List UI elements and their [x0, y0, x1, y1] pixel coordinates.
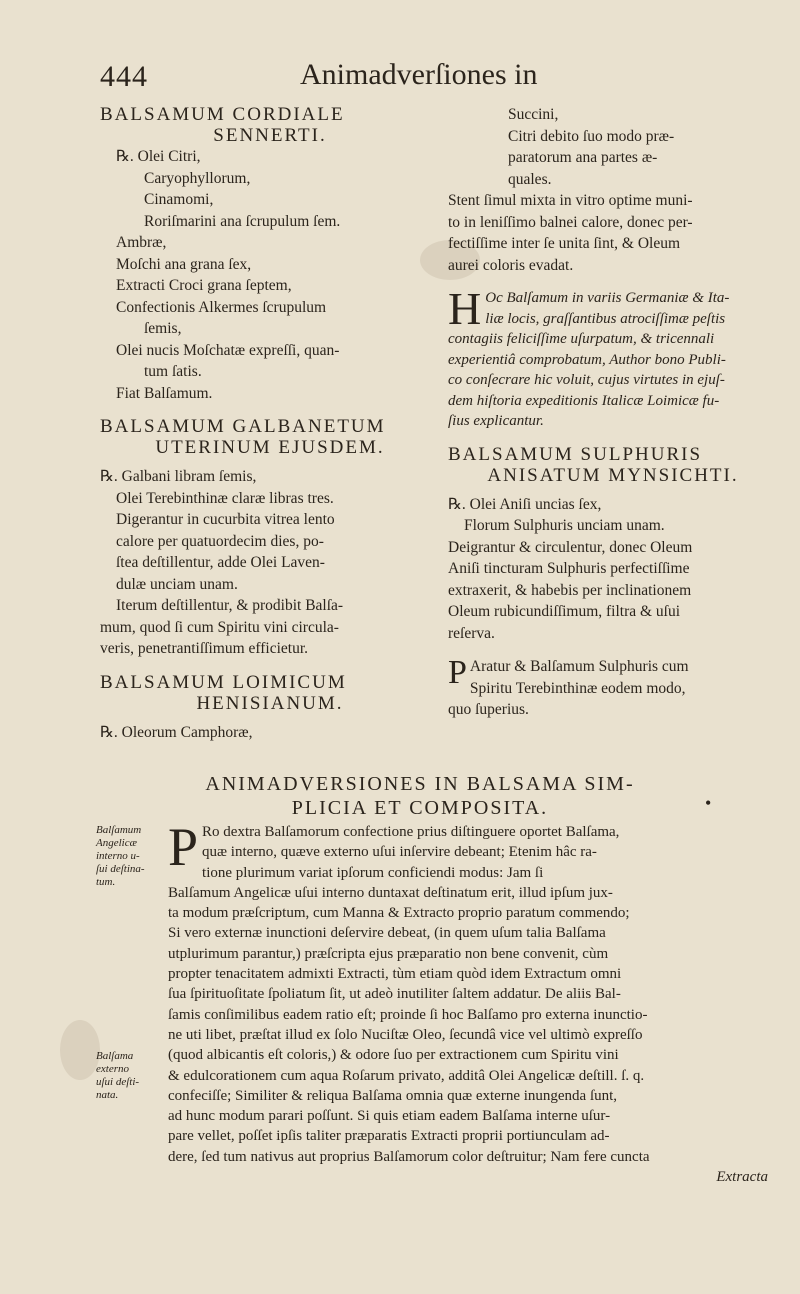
paper-stain: [60, 1020, 100, 1080]
heading-mynsichti: ANISATUM MYNSICHTI.: [487, 464, 739, 486]
recipe-line: dulæ unciam unam.: [116, 575, 238, 593]
note-paragraph: [448, 283, 778, 432]
body-line: ſua ſpirituoſitate ſpoliatum ſit, ut adeò inutiliter ſaltem addatur. De aliis Bal-: [168, 986, 621, 1003]
recipe-line: Florum Sulphuris unciam unam.: [464, 517, 665, 534]
recipe-line: Caryophyllorum,: [144, 169, 251, 187]
recipe-line: paratorum ana partes æ-: [508, 149, 658, 166]
recipe-line: quales.: [508, 170, 552, 188]
body-line: dere, ſed tum nativus aut proprius Balſamorum color deſtruitur; Nam fere cuncta: [168, 1148, 650, 1165]
drop-cap: H: [448, 283, 482, 334]
section-body: [168, 817, 768, 1188]
recipe-line: ℞. Olei Aniſi uncias ſex,: [448, 495, 602, 513]
recipe-line: fectiſſime inter ſe unita ſint, & Oleum: [448, 235, 681, 252]
recipe-line: Succini,: [508, 106, 559, 123]
recipe-line: ℞. Oleorum Camphoræ,: [100, 723, 253, 741]
page-number: 444: [100, 60, 148, 93]
recipe-line: Confectionis Alkermes ſcrupulum: [116, 298, 327, 316]
note-line: Oc Balſamum in variis Germaniæ & Ita-: [485, 290, 730, 306]
margin-note-line: interno u-: [96, 850, 140, 862]
body-line: ſamis conſimilibus eadem ratio eſt; proinde ſi hoc Balſamo pro externa inunctio-: [168, 1006, 648, 1023]
body-line: pare vellet, poſſet ipſis taliter præparatis Extracti proprii portiunculam ad-: [168, 1128, 610, 1145]
heading-balsamum-loimicum: BALSAMUM LOIMICUM: [100, 671, 347, 693]
section-title: [100, 772, 740, 820]
body-line: Balſamum Angelicæ uſui interno duntaxat deſtinatum erit, illud ipſum jux-: [168, 884, 613, 901]
recipe-line: Iterum deſtillentur, & prodibit Balſa-: [116, 597, 344, 614]
margin-note-line: Balſama: [96, 1050, 134, 1062]
recipe-line: Aratur & Balſamum Sulphuris cum: [469, 658, 689, 675]
heading-uterinum: UTERINUM EJUSDEM.: [155, 437, 385, 458]
recipe-line: to in leniſſimo balnei calore, donec per-: [448, 213, 693, 231]
drop-cap: P: [448, 654, 467, 691]
recipe-line: Olei Terebinthinæ claræ libras tres.: [116, 489, 334, 507]
section-title-line: PLICIA ET COMPOSITA.: [291, 797, 549, 819]
section-title-line: ANIMADVERSIONES IN BALSAMA SIM-: [205, 773, 635, 795]
decorative-dot: •: [705, 793, 712, 813]
drop-cap: P: [168, 817, 199, 877]
margin-note-line: uſui deſti-: [96, 1076, 140, 1088]
recipe-line: Extracti Croci grana ſeptem,: [116, 277, 292, 294]
recipe-line: aurei coloris evadat.: [448, 256, 574, 274]
recipe-line: Cinamomi,: [144, 191, 214, 208]
recipe-line: extraxerit, & habebis per inclinationem: [448, 581, 692, 599]
recipe-line: Fiat Balſamum.: [116, 384, 213, 402]
recipe-line: Deigrantur & circulentur, donec Oleum: [448, 538, 693, 556]
note-line: dem hiſtoria expeditionis Italicæ Loimicæ fu-: [448, 392, 720, 409]
recipe-line: Digerantur in cucurbita vitrea lento: [116, 511, 335, 528]
body-line: confeciſſe; Similiter & reliqua Balſama omnia quæ externe inungenda ſunt,: [168, 1087, 618, 1104]
margin-note-line: externo: [96, 1063, 129, 1075]
left-column: [100, 104, 440, 743]
recipe-line: reſerva.: [448, 624, 495, 642]
heading-henisianum: HENISIANUM.: [196, 692, 344, 714]
recipe-line: tum ſatis.: [144, 363, 202, 380]
recipe-line: ſtea deſtillentur, adde Olei Laven-: [116, 554, 325, 571]
body-line: ad hunc modum parari poſſunt. Si quis etiam eadem Balſama interne uſur-: [168, 1108, 611, 1125]
recipe-line: mum, quod ſi cum Spiritu vini circula-: [100, 618, 339, 636]
note-line: experientiâ comprobatum, Author bono Publi-: [448, 351, 726, 368]
body-line: (quod albicantis eſt coloris,) & odore ſuo per extractionem cum Spiritu vini: [168, 1047, 619, 1064]
recipe-line: ℞. Galbani libram ſemis,: [100, 468, 257, 485]
note-line: liæ locis, graſſantibus atrociſſimæ peſtis: [485, 310, 726, 327]
note-line: contagiis feliciſſime uſurpatum, & tricennali: [448, 331, 715, 347]
recipe-line: Aniſi tincturam Sulphuris perfectiſſime: [448, 560, 690, 577]
heading-balsamum-cordiale: BALSAMUM CORDIALE: [100, 104, 345, 125]
recipe-line: Citri debito ſuo modo præ-: [508, 127, 675, 145]
recipe-line: Olei nucis Moſchatæ expreſſi, quan-: [116, 341, 340, 359]
body-line: & edulcorationem cum aqua Roſarum privato, additâ Olei Angelicæ deſtill. ſ. q.: [168, 1067, 645, 1084]
body-line: Si vero externæ inunctioni deſervire debeat, (in quem uſum talia Balſama: [168, 925, 606, 942]
margin-note-line: Balſamum: [96, 824, 142, 836]
margin-note-externo: [96, 1050, 168, 1102]
margin-note-line: tum.: [96, 876, 116, 888]
recipe-line: quo ſuperius.: [448, 701, 529, 718]
heading-sennerti: SENNERTI.: [213, 125, 327, 146]
body-line: ta modum præſcriptum, cum Manna & Extracto proprio paratum commendo;: [168, 905, 630, 922]
body-line: Ro dextra Balſamorum confectione prius diſtinguere oportet Balſama,: [202, 824, 620, 840]
recipe-line: veris, penetrantiſſimum efficietur.: [100, 640, 309, 657]
recipe-line: Oleum rubicundiſſimum, filtra & uſui: [448, 603, 681, 620]
margin-note-line: nata.: [96, 1089, 119, 1101]
margin-note-line: Angelicæ: [96, 837, 137, 849]
right-column: [448, 104, 778, 721]
catchword: Extracta: [716, 1169, 768, 1186]
recipe-line: Moſchi ana grana ſex,: [116, 255, 252, 273]
body-line: tione plurimum variat ipſorum conficiendi modus: Jam ſi: [202, 864, 544, 881]
recipe-line: ſemis,: [144, 320, 182, 337]
recipe-line: Stent ſimul mixta in vitro optime muni-: [448, 192, 693, 209]
note-line: ſius explicantur.: [448, 413, 544, 429]
running-head: Animadverſiones in: [300, 58, 538, 91]
recipe-line: Spiritu Terebinthinæ eodem modo,: [469, 679, 686, 697]
recipe-line: Ambræ,: [116, 234, 167, 251]
body-line: propter tenacitatem admixti Extracti, tùm etiam quòd idem Extractum omni: [168, 966, 622, 983]
margin-note-line: ſui deſtina-: [96, 863, 145, 875]
recipe-line: Roriſmarini ana ſcrupulum ſem.: [144, 212, 341, 230]
note-line: co conſecrare hic voluit, cujus virtutes in ejuſ-: [448, 372, 725, 388]
heading-balsamum-sulphuris: BALSAMUM SULPHURIS: [448, 443, 703, 465]
recipe-line: calore per quatuordecim dies, po-: [116, 532, 324, 550]
margin-note-angelicae: [96, 824, 168, 889]
body-line: ne uti libet, præſtat illud ex ſolo Nuciſtæ Oleo, ſecundâ vice vel ultimò expreſſo: [168, 1026, 643, 1043]
paratur-paragraph: [448, 656, 778, 721]
body-line: quæ interno, quæve externo uſui inſervire debeant; Etenim hâc ra-: [202, 844, 597, 861]
recipe-line: ℞. Olei Citri,: [116, 148, 201, 165]
heading-balsamum-galbanetum: BALSAMUM GALBANETUM: [100, 416, 386, 437]
body-line: utplurimum parantur,) præſcripta ejus præparatio non bene convenit, cùm: [168, 945, 609, 962]
